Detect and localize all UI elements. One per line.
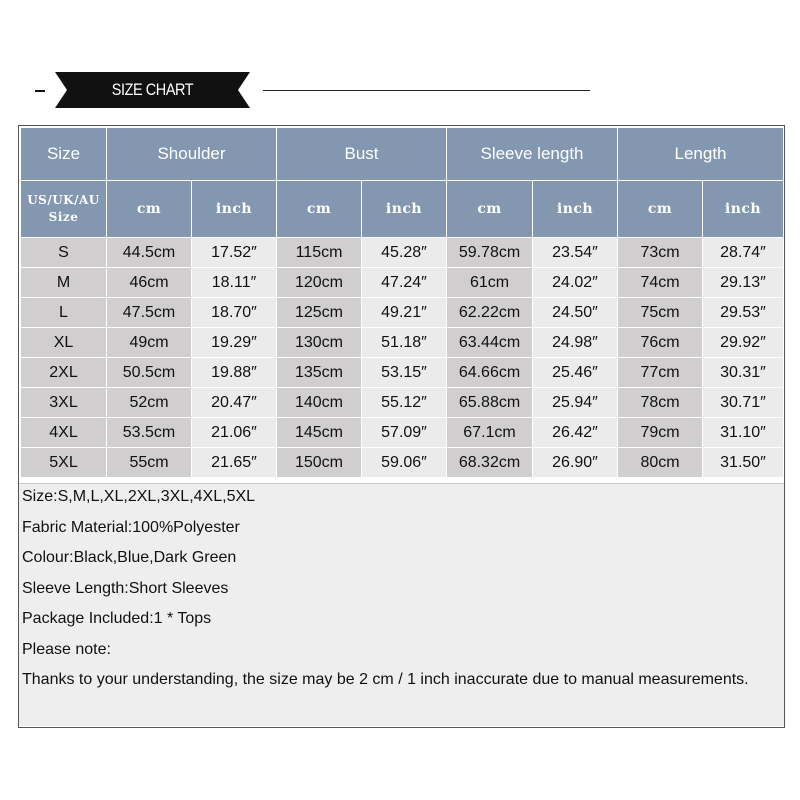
length-cm-cell: 75cm [618,298,703,328]
sleeve-inch-cell: 24.98″ [533,328,618,358]
length-cm-cell: 80cm [618,448,703,478]
sleeve-cm-cell: 68.32cm [447,448,533,478]
note-line: Colour:Black,Blue,Dark Green [22,549,237,566]
length-cm-cell: 78cm [618,388,703,418]
length-cm-cell: 77cm [618,358,703,388]
sleeve-inch-cell: 25.94″ [533,388,618,418]
bust-inch-cell: 55.12″ [362,388,447,418]
title-banner [55,72,250,108]
bust-inch-cell: 59.06″ [362,448,447,478]
bust-cm-cell: 150cm [277,448,362,478]
header-rule [263,90,590,91]
length-inch-cell: 29.13″ [703,268,784,298]
shoulder-inch-cell: 21.65″ [192,448,277,478]
table-row [21,418,784,448]
shoulder-inch-cell: 19.88″ [192,358,277,388]
bust-cm-cell: 125cm [277,298,362,328]
length-cm-cell: 79cm [618,418,703,448]
col-header-length: Length [618,128,784,181]
table-row [21,268,784,298]
note-line: Thanks to your understanding, the size may be 2 cm / 1 inch inaccurate due to manual measurements. [22,671,749,688]
length-inch-cell: 29.92″ [703,328,784,358]
length-inch-cell: 29.53″ [703,298,784,328]
shoulder-cm-cell: 55cm [107,448,192,478]
bust-inch-cell: 53.15″ [362,358,447,388]
shoulder-inch-cell: 21.06″ [192,418,277,448]
length-inch-cell: 31.50″ [703,448,784,478]
sleeve-cm-cell: 64.66cm [447,358,533,388]
product-notes [19,483,784,726]
table-row [21,358,784,388]
size-chart-header [0,70,800,110]
bust-cm-cell: 140cm [277,388,362,418]
bust-cm-cell: 120cm [277,268,362,298]
sleeve-cm-cell: 61cm [447,268,533,298]
table-row [21,448,784,478]
col-header-sleeve-length: Sleeve length [447,128,618,181]
shoulder-cm-cell: 46cm [107,268,192,298]
length-inch-cell: 30.71″ [703,388,784,418]
table-row [21,238,784,268]
table-row [21,328,784,358]
length-cm-cell: 76cm [618,328,703,358]
group-header-row [21,128,784,181]
size-cell: 4XL [21,418,107,448]
bust-inch-cell: 51.18″ [362,328,447,358]
bust-inch-cell: 47.24″ [362,268,447,298]
sleeve-cm-cell: 62.22cm [447,298,533,328]
size-cell: XL [21,328,107,358]
size-cell: 5XL [21,448,107,478]
sleeve-inch-cell: 26.90″ [533,448,618,478]
table-row [21,388,784,418]
header-dash [35,90,45,92]
sleeve-cm-cell: 63.44cm [447,328,533,358]
size-cell: S [21,238,107,268]
sleeve-inch-cell: 24.50″ [533,298,618,328]
note-line: Sleeve Length:Short Sleeves [22,579,229,597]
note-line: Size:S,M,L,XL,2XL,3XL,4XL,5XL [22,488,256,505]
size-system-line2: Size [48,210,79,224]
sleeve-inch-cell: 23.54″ [533,238,618,268]
bust-inch-cell: 57.09″ [362,418,447,448]
unit-inch-header: inch [533,181,618,238]
shoulder-inch-cell: 18.70″ [192,298,277,328]
note-line: Fabric Material:100%Polyester [22,518,240,536]
bust-inch-cell: 49.21″ [362,298,447,328]
sleeve-inch-cell: 26.42″ [533,418,618,448]
bust-cm-cell: 115cm [277,238,362,268]
note-line: Package Included:1 * Tops [22,610,212,627]
unit-inch-header: inch [703,181,784,238]
col-header-size: Size [21,128,107,181]
unit-cm-header: cm [107,181,192,238]
page-title: SIZE CHART [111,80,194,99]
length-inch-cell: 30.31″ [703,358,784,388]
banner-notch-right [238,72,250,108]
unit-cm-header: cm [618,181,703,238]
banner-notch-left [55,72,67,108]
sleeve-inch-cell: 24.02″ [533,268,618,298]
bust-cm-cell: 135cm [277,358,362,388]
bust-cm-cell: 145cm [277,418,362,448]
size-system-header [21,181,107,238]
size-rows [21,238,784,478]
shoulder-cm-cell: 50.5cm [107,358,192,388]
size-cell: M [21,268,107,298]
shoulder-cm-cell: 52cm [107,388,192,418]
shoulder-inch-cell: 18.11″ [192,268,277,298]
unit-inch-header: inch [192,181,277,238]
length-inch-cell: 31.10″ [703,418,784,448]
note-line: Please note: [22,640,111,658]
size-cell: L [21,298,107,328]
shoulder-inch-cell: 17.52″ [192,238,277,268]
size-cell: 3XL [21,388,107,418]
bust-inch-cell: 45.28″ [362,238,447,268]
unit-cm-header: cm [447,181,533,238]
sleeve-cm-cell: 65.88cm [447,388,533,418]
size-system-line1: US/UK/AU [27,193,100,207]
col-header-bust: Bust [277,128,447,181]
sleeve-inch-cell: 25.46″ [533,358,618,388]
col-header-shoulder: Shoulder [107,128,277,181]
sleeve-cm-cell: 67.1cm [447,418,533,448]
shoulder-cm-cell: 49cm [107,328,192,358]
length-cm-cell: 74cm [618,268,703,298]
unit-header-row [21,181,784,238]
table-row [21,298,784,328]
shoulder-cm-cell: 44.5cm [107,238,192,268]
length-cm-cell: 73cm [618,238,703,268]
size-table [20,127,784,478]
unit-inch-header: inch [362,181,447,238]
shoulder-inch-cell: 19.29″ [192,328,277,358]
shoulder-cm-cell: 53.5cm [107,418,192,448]
shoulder-inch-cell: 20.47″ [192,388,277,418]
size-cell: 2XL [21,358,107,388]
bust-cm-cell: 130cm [277,328,362,358]
sleeve-cm-cell: 59.78cm [447,238,533,268]
shoulder-cm-cell: 47.5cm [107,298,192,328]
unit-cm-header: cm [277,181,362,238]
length-inch-cell: 28.74″ [703,238,784,268]
